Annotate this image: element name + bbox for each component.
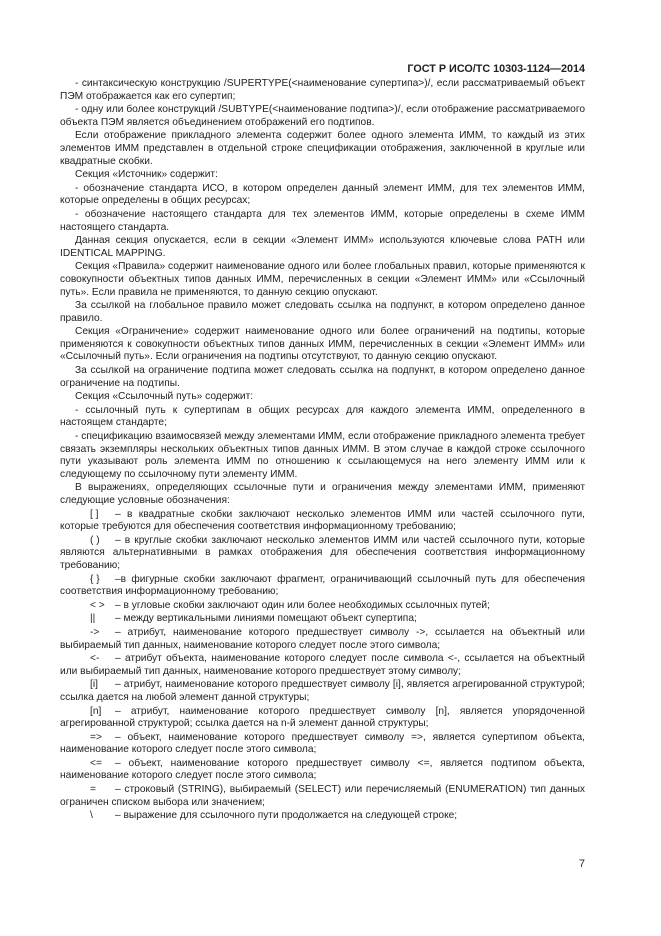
paragraph: - ссылочный путь к супертипам в общих ресурсах для каждого элемента ИММ, определенного в настоящем стандарте;	[60, 404, 585, 429]
paragraph: - одну или более конструкций /SUBTYPE(<наименование подтипа>)/, если отображение рассматриваемого объекта ПЭМ является объединением отображений его подтипов.	[60, 104, 585, 128]
paragraph: Если отображение прикладного элемента содержит более одного элемента ИММ, то каждый из этих элементов ИММ представлен в отдельной строке спецификации отображения, заключенной в круглые или квадратные скобки.	[60, 130, 585, 167]
symbol: [n]	[90, 705, 102, 717]
page-body	[60, 78, 585, 824]
symbol: ( )	[90, 534, 100, 546]
symbol-description: – строковый (STRING), выбираемый (SELECT) или перечисляемый (ENUMERATION) тип данных ограничен списком выбора или значением;	[60, 784, 585, 808]
symbol: < >	[90, 599, 105, 611]
symbol-description: –в фигурные скобки заключают фрагмент, ограничивающий ссылочный путь для обеспечения соответствия информационному требованию;	[60, 573, 585, 598]
paragraph: Секция «Правила» содержит наименование одного или более глобальных правил, которые применяются к совокупности объектных типов данных ИММ, перечисленных в секции «Элемент ИММ» или «Ссылочный путь». Если правила не применяются, то данную секцию опускают.	[60, 261, 585, 298]
symbol: ->	[90, 626, 100, 638]
symbol-description: – выражение для ссылочного пути продолжается на следующей строке;	[115, 810, 458, 822]
paragraph: Секция «Ограничение» содержит наименование одного или более ограничений на подтипы, которые применяются к совокупности объектных типов данных ИММ, перечисленных в секции «Элемент ИММ» или «Ссылочный путь». Если ограничения на подтипы отсутствуют, то данную секцию опускают.	[60, 326, 585, 363]
symbol-definition	[60, 627, 585, 652]
symbol: <-	[90, 653, 100, 665]
symbol-description: – в квадратные скобки заключают несколько элементов ИММ или частей ссылочного пути, которые требуются для обеспечения соответствия информационному требованию;	[60, 508, 585, 533]
paragraph: За ссылкой на глобальное правило может следовать ссылка на подпункт, в котором определено данное правило.	[60, 300, 585, 324]
paragraph: - синтаксическую конструкцию /SUPERTYPE(<наименование супертипа>)/, если рассматриваемый объект ПЭМ отображается как его супертип;	[60, 78, 585, 102]
paragraph: Секция «Ссылочный путь» содержит:	[75, 391, 254, 403]
symbol-description: – атрибут, наименование которого предшествует символу [n], является упорядоченной агрегированной структурой; ссылка дается на n-й элемент данной структуры;	[60, 705, 585, 730]
symbol-description: – атрибут, наименование которого предшествует символу [i], является агрегированной структурой; ссылка дается на любой элемент данной структуры;	[60, 679, 585, 703]
symbol-description: – объект, наименование которого предшествует символу <=, является подтипом объекта, наименование которого следует после этого символа;	[60, 757, 585, 782]
symbol-definition	[60, 810, 585, 823]
symbol-description: – между вертикальными линиями помещают объект супертипа;	[115, 613, 417, 625]
document-header: ГОСТ Р ИСО/ТС 10303-1124—2014	[407, 63, 585, 75]
symbol: ||	[90, 613, 96, 625]
symbol-definition	[60, 613, 585, 626]
paragraph: В выражениях, определяющих ссылочные пути и ограничения между элементами ИММ, применяют следующие условные обозначения:	[60, 482, 585, 506]
symbol-description: – объект, наименование которого предшествует символу =>, является супертипом объекта, наименование которого следует после этого символа;	[60, 731, 585, 756]
paragraph: - обозначение стандарта ИСО, в котором определен данный элемент ИММ, для тех элементов ИММ, которые определены в общих ресурсах;	[60, 182, 585, 207]
symbol-definition	[60, 784, 585, 809]
symbol-description: – атрибут, наименование которого предшествует символу ->, ссылается на объектный или выбираемый тип данных, наименование которого следует после этого символа;	[60, 626, 585, 651]
symbol-definition	[60, 732, 585, 757]
symbol: [ ]	[90, 508, 99, 520]
symbol: { }	[90, 573, 100, 585]
symbol-definition	[60, 706, 585, 731]
symbol-definition	[60, 758, 585, 783]
paragraph: Секция «Источник» содержит:	[75, 169, 218, 181]
symbol-definition	[60, 535, 585, 573]
paragraph: За ссылкой на ограничение подтипа может следовать ссылка на подпункт, в котором определено данное ограничение на подтипы.	[60, 365, 585, 389]
paragraph: Данная секция опускается, если в секции «Элемент ИММ» используются ключевые слова PATH или IDENTICAL MAPPING.	[60, 235, 585, 259]
page-number: 7	[578, 858, 585, 870]
symbol-definition	[60, 679, 585, 704]
symbol: [i]	[90, 679, 98, 691]
symbol-definition	[60, 574, 585, 599]
symbol-definition	[60, 509, 585, 534]
symbol: \	[90, 810, 93, 822]
symbol: =	[90, 784, 96, 796]
symbol-definition	[60, 653, 585, 678]
symbol: <=	[90, 757, 102, 769]
paragraph: - обозначение настоящего стандарта для тех элементов ИММ, которые определены в схеме ИММ настоящего стандарта.	[60, 208, 585, 233]
paragraph: - спецификацию взаимосвязей между элементами ИММ, если отображение прикладного элемента требует связать экземпляры нескольких объектных типов данных ИММ. В этом случае в каждой строке ссылочного пути указывают роль элемента ИММ по отношению к ссылающемуся на него элементу ИММ или к следующему по ссылочному пути элементу ИММ.	[60, 431, 585, 480]
symbol-definition	[60, 600, 585, 613]
symbol-description: – в круглые скобки заключают несколько элементов ИММ или частей ссылочного пути, которые являются альтернативными в рамках отображения для обеспечения соответствия информационному требованию;	[60, 534, 585, 571]
symbol-description: – в угловые скобки заключают один или более необходимых ссылочных путей;	[115, 599, 490, 611]
symbol: =>	[90, 731, 102, 743]
symbol-description: – атрибут объекта, наименование которого следует после символа <-, ссылается на объектный или выбираемый тип данных, наименование которого предшествует этому символу;	[60, 653, 585, 677]
